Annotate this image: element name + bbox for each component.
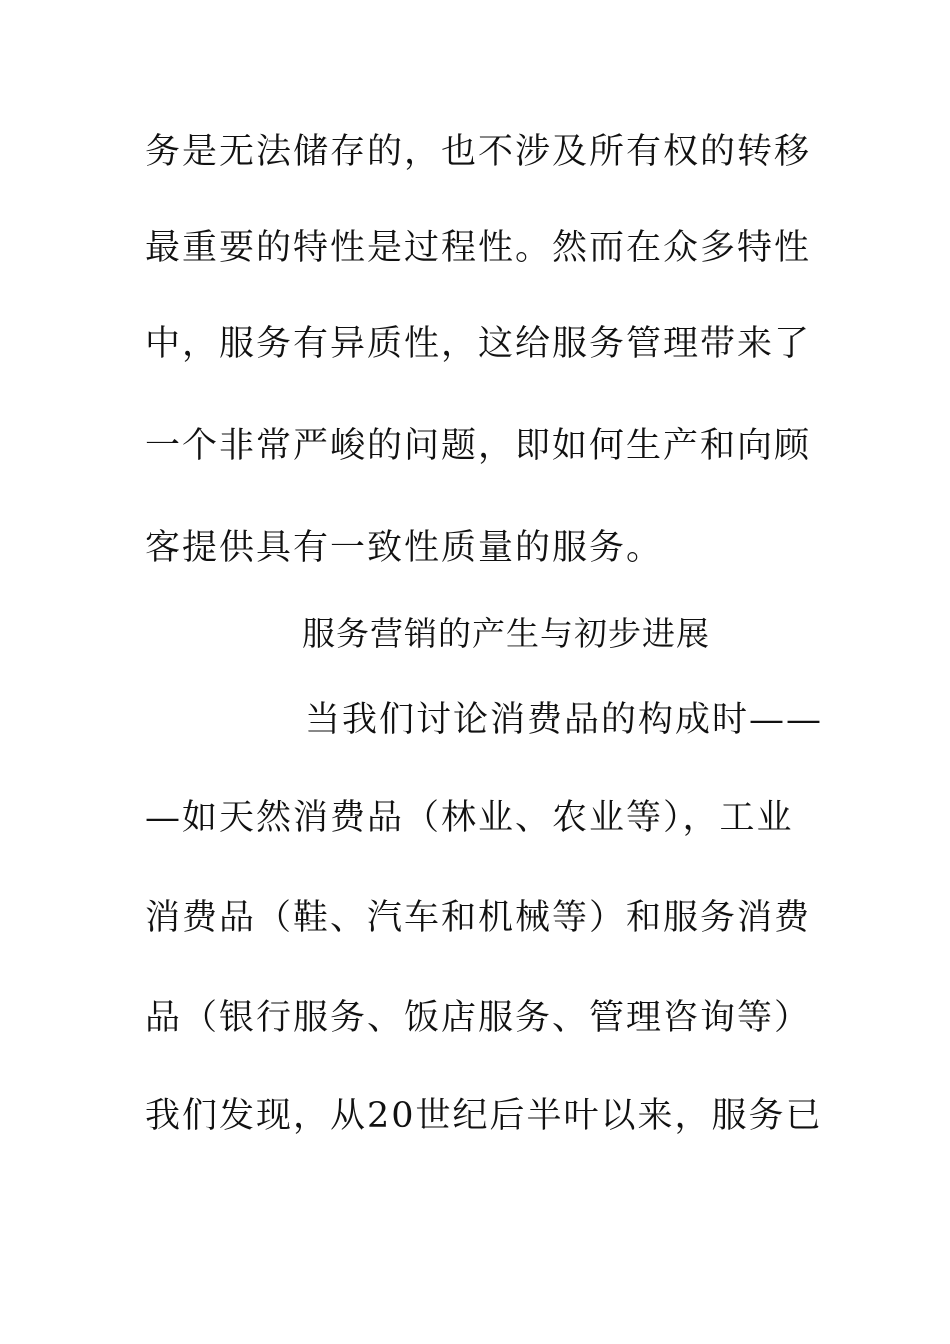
section-heading: 服务营销的产生与初步进展 xyxy=(302,614,710,653)
text-line: —如天然消费品（林业、农业等），工业 xyxy=(145,798,794,838)
text-line: 客提供具有一致性质量的服务。 xyxy=(145,528,664,568)
text-line: 务是无法储存的，也不涉及所有权的转移 xyxy=(145,132,812,172)
text-line: 中，服务有异质性，这给服务管理带来了 xyxy=(145,324,812,364)
text-line: 一个非常严峻的问题，即如何生产和向顾 xyxy=(145,426,812,466)
text-line: 当我们讨论消费品的构成时—— xyxy=(305,700,824,740)
text-line: 消费品（鞋、汽车和机械等）和服务消费 xyxy=(145,898,812,938)
text-line: 最重要的特性是过程性。然而在众多特性 xyxy=(145,228,812,268)
text-line: 我们发现，从20世纪后半叶以来，服务已 xyxy=(145,1096,823,1136)
text-line: 品（银行服务、饭店服务、管理咨询等） xyxy=(145,998,812,1038)
